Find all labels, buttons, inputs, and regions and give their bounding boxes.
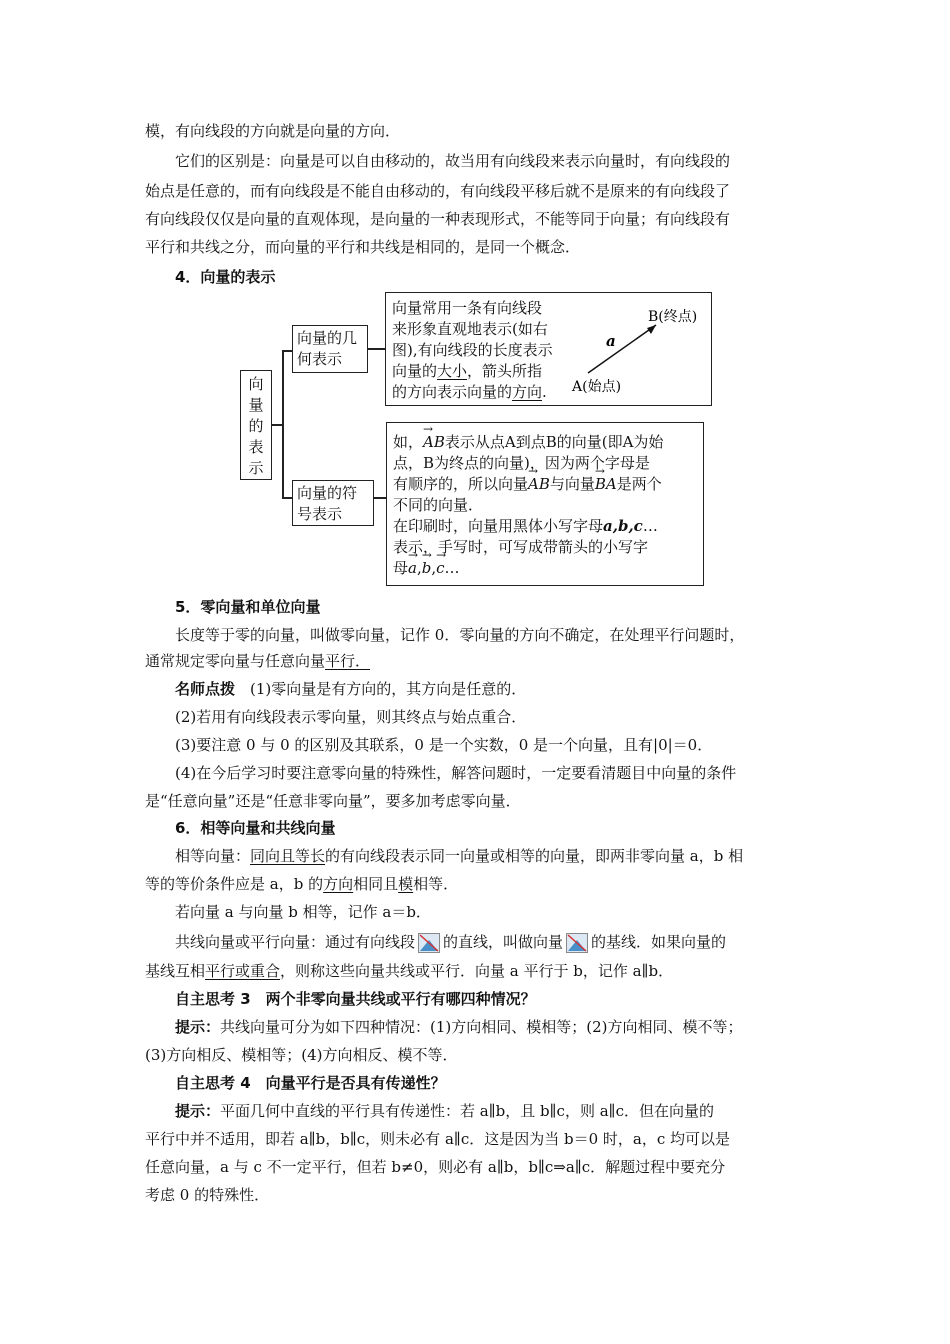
vector-b: → b xyxy=(422,558,432,579)
paragraph-line xyxy=(145,958,825,984)
intro-para-line: 平行和共线之分，而向量的平行和共线是相同的，是同一个概念． xyxy=(145,238,581,256)
tip-line xyxy=(145,676,855,702)
box-text-line xyxy=(393,474,697,495)
vector-ab: → AB xyxy=(528,474,550,495)
tip-line: (3)要注意 0 与 0 的区别及其联系，0 是一个实数，0 是一个向量，且有|0|＝0． xyxy=(175,736,713,754)
box-text-line: 表示，手写时，可写成带箭头的小写字 xyxy=(393,538,649,556)
broken-image-icon xyxy=(418,933,440,953)
arrowhead xyxy=(647,325,656,334)
box-text-line: 母→ a,→ b,→ c… xyxy=(393,558,697,579)
text-run: 的有向线段表示同一向量或相等的向量，即两非零向量 a，b 相 xyxy=(325,847,744,865)
box-text-line xyxy=(393,432,697,453)
paragraph-line xyxy=(145,648,825,674)
paragraph-line xyxy=(145,1014,855,1040)
intro-line: 模，有向线段的方向就是向量的方向． xyxy=(145,122,401,140)
text-run: 与向量 xyxy=(549,475,595,493)
text-run: 相等向量： xyxy=(175,847,251,865)
section-5-heading: 5．零向量和单位向量 xyxy=(175,598,321,616)
root-char: 的 xyxy=(248,417,264,435)
paragraph-line: 若向量 a 与向量 b 相等，记作 a＝b． xyxy=(175,903,431,921)
text-run: ，箭头所指 xyxy=(467,362,543,380)
underlined-term: 方向 xyxy=(323,875,354,893)
vector-c: → c xyxy=(436,558,444,579)
text-run: 平面几何中直线的平行具有传递性：若 a∥b，且 b∥c，则 a∥c．但在向量的 xyxy=(220,1102,715,1120)
section-4-heading: 4．向量的表示 xyxy=(175,268,276,286)
text-run: … xyxy=(444,559,460,577)
vector-ba: → BA xyxy=(595,474,617,495)
box-label-line: 向量的符 xyxy=(297,484,358,502)
text-run: 如， xyxy=(393,433,424,451)
root-box xyxy=(240,370,272,480)
symbolic-text-box xyxy=(386,422,704,586)
vector-figure xyxy=(566,301,706,401)
tip-line: (2)若用有向线段表示零向量，则其终点与始点重合． xyxy=(175,708,527,726)
text-run: 共线向量或平行向量：通过有向线段 xyxy=(175,933,416,951)
box-label-line: 号表示 xyxy=(297,505,343,523)
text-run: 是两个 xyxy=(616,475,662,493)
hint-label: 提示： xyxy=(175,1102,221,1120)
connector xyxy=(368,348,385,350)
symbolic-label-box xyxy=(292,480,374,526)
tip-line: (4)在今后学习时要注意零向量的特殊性，解答问题时，一定要看清题目中向量的条件 xyxy=(175,764,737,782)
intro-para-line: 有向线段仅仅是向量的直观体现，是向量的一种表现形式，不能等同于向量；有向线段有 xyxy=(145,210,731,228)
text-run: 共线向量可分为如下四种情况：(1)方向相同、模相等；(2)方向相同、模不等； xyxy=(220,1018,743,1036)
vector-segment xyxy=(588,325,656,373)
text-run: 相同且 xyxy=(353,875,399,893)
root-char: 向 xyxy=(248,375,264,393)
tip-label: 名师点拨 xyxy=(175,680,236,698)
point-a-label: A(始点) xyxy=(572,379,622,395)
text-run: 的方向表示向量的 xyxy=(392,383,513,401)
text-run: 通常规定零向量与任意向量 xyxy=(145,652,326,670)
text-run: 的基线．如果向量的 xyxy=(591,933,727,951)
connector xyxy=(282,497,292,499)
paragraph-line xyxy=(145,871,825,897)
paragraph-line: 长度等于零的向量，叫做零向量，记作 0．零向量的方向不确定，在处理平行问题时， xyxy=(175,626,745,644)
text-run: 表示从点A到点B的向量(即A为始 xyxy=(444,433,664,451)
root-char: 量 xyxy=(248,396,264,414)
hint-label: 提示： xyxy=(175,1018,221,1036)
point-b-label: B(终点) xyxy=(648,309,698,325)
box-label-line: 何表示 xyxy=(297,350,343,368)
paragraph-line xyxy=(145,843,855,869)
connector xyxy=(282,350,284,498)
think-3-heading: 自主思考 3 两个非零向量共线或平行有哪四种情况？ xyxy=(175,990,536,1008)
box-text-line: 不同的向量． xyxy=(393,496,484,514)
underlined-term: 方向 xyxy=(512,383,543,401)
broken-image-icon xyxy=(566,933,588,953)
section-6-heading: 6．相等向量和共线向量 xyxy=(175,819,336,837)
vector-ab: → AB xyxy=(423,432,445,453)
root-char: 表 xyxy=(248,438,264,456)
connector xyxy=(282,350,292,352)
text-run: 向量的 xyxy=(392,362,438,380)
underlined-term: 同向且等长 xyxy=(250,847,326,865)
text-run: (1)零向量是有方向的，其方向是任意的． xyxy=(250,680,527,698)
intro-para-line: 它们的区别是：向量是可以自由移动的，故当用有向线段来表示向量时，有向线段的 xyxy=(175,152,731,170)
paragraph-line: 任意向量，a 与 c 不一定平行，但若 b≠0，则必有 a∥b，b∥c⇒a∥c．解题过程中要充分 xyxy=(145,1158,726,1176)
vector-a-label: a xyxy=(606,332,616,350)
underlined-term: 平行或重合 xyxy=(205,962,281,980)
paragraph-line xyxy=(145,1098,855,1124)
intro-para-line: 始点是任意的，而有向线段是不能自由移动的，有向线段平移后就不是原来的有向线段了 xyxy=(145,182,731,200)
tip-line: 是“任意向量”还是“任意非零向量”，要多加考虑零向量． xyxy=(145,792,521,810)
text-run: … xyxy=(642,517,658,535)
root-char: 示 xyxy=(248,459,264,477)
text-run: 母 xyxy=(393,559,409,577)
text-run: 等的等价条件应是 a，b 的 xyxy=(145,875,324,893)
vector-a: → a xyxy=(408,558,417,579)
box-text-line: 图),有向线段的长度表示 xyxy=(392,341,553,359)
connector xyxy=(374,497,386,499)
think-4-heading: 自主思考 4 向量平行是否具有传递性？ xyxy=(175,1074,446,1092)
box-text-line: 点，B为终点的向量)，因为两个字母是 xyxy=(393,454,650,472)
paragraph-line xyxy=(145,929,855,955)
box-text-line: 来形象直观地表示(如右 xyxy=(392,320,548,338)
paragraph-line: (3)方向相反、模相等；(4)方向相反、模不等． xyxy=(145,1046,458,1064)
text-run: . xyxy=(542,383,547,401)
paragraph-line: 考虑 0 的特殊性． xyxy=(145,1186,270,1204)
underlined-term: 平行． xyxy=(325,652,371,670)
underlined-term: 大小 xyxy=(437,362,468,380)
text-run: 基线互相 xyxy=(145,962,206,980)
text-run: 在印刷时，向量用黑体小写字母 xyxy=(393,517,604,535)
geometric-label-box xyxy=(292,325,368,373)
text-run: 相等． xyxy=(413,875,459,893)
bold-letters: a,b,c xyxy=(603,517,643,535)
paragraph-line: 平行中并不适用，即若 a∥b，b∥c，则未必有 a∥c．这是因为当 b＝0 时，a，c 均可以是 xyxy=(145,1130,731,1148)
text-run: ，则称这些向量共线或平行．向量 a 平行于 b，记作 a∥b． xyxy=(280,962,674,980)
geometric-text-box xyxy=(385,292,712,406)
box-text-line xyxy=(393,516,697,537)
underlined-term: 模 xyxy=(398,875,414,893)
text-run: 有顺序的，所以向量 xyxy=(393,475,529,493)
text-run: 的直线，叫做向量 xyxy=(443,933,564,951)
box-label-line: 向量的几 xyxy=(297,329,358,347)
box-text-line: 向量常用一条有向线段 xyxy=(392,299,543,317)
